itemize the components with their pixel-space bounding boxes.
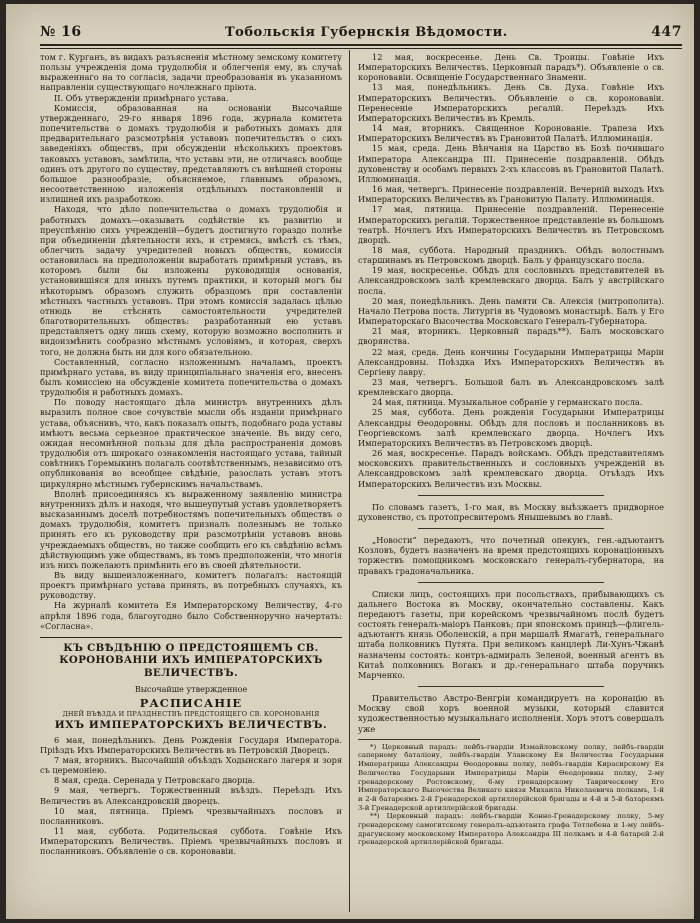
schedule-entry: 7 мая, вторникъ. Высочайшій объѣздъ Ходынскаго лагеря и зоря съ церемоніею. bbox=[40, 754, 342, 776]
column-divider bbox=[349, 50, 350, 912]
schedule-entry: 12 мая, воскресенье. День Св. Троицы. Говѣніе Ихъ Императорскихъ Величествъ. Церковный парадъ*). Объявленіе о св. короновавіи. Освященіе Государственнаго Знамени. bbox=[358, 52, 664, 83]
schedule-entry: 23 мая, четвергъ. Большой балъ въ Александровскомъ залѣ кремлевскаго дворца. bbox=[358, 377, 664, 398]
news-item: Списки лицъ, состоящихъ при посольствахъ, прибывающихъ съ дальнего Востока въ Москву, окончательно составлены. Какъ передаютъ газеты, при корейскомъ чрезвычайномъ послѣ будетъ состоять генералъ-маіоръ Панковъ; при японскомъ принцѣ—флигель-адъютантъ князь Оболенскій, а при маршалѣ Ямагатѣ, генеральнаго штаба полковникъ Путята. При великомъ канцлерѣ Ли-Хунъ-Чжанѣ назначены состоять: контръ-адмиралъ Зеленой, военный агентъ въ Китаѣ полковникъ Вогакъ и др.-генеральнаго штаба поручикъ Марченко. bbox=[358, 588, 664, 680]
footnote-rule bbox=[358, 739, 480, 740]
schedule-entry: 18 мая, суббота. Народный праздникъ. Обѣдъ волостнымъ старшинамъ въ Петровскомъ дворцѣ. Балъ у французскаго посла. bbox=[358, 244, 664, 266]
schedule-entry: 10 мая, пятница. Пріемъ чрезвычайныхъ пословъ и посланниковъ. bbox=[40, 805, 342, 826]
left-column bbox=[40, 52, 342, 912]
newspaper-page bbox=[6, 4, 694, 919]
schedule-entry: 9 мая, четвергъ. Торжественный въѣздъ. Переѣздъ Ихъ Величествъ въ Александровскій дворецъ. bbox=[40, 785, 342, 806]
paragraph: том г. Курганъ, въ видахъ разъясненія мѣстному земскому комитету пользы учрежденія дома трудолюбія и облегченія ему, въ случаѣ выраженнаго на то согласія, задачи преобразованія въ указанномъ направленіи существующаго ночлежнаго пріюта. bbox=[40, 52, 342, 93]
schedule-entry: 16 мая, четвергъ. Принесеніе поздравленій. Вечерній выходъ Ихъ Императорскихъ Величествъ въ Грановитую Палату. Иллюминація. bbox=[358, 184, 664, 205]
schedule-subtitle-2: ИХЪ ИМПЕРАТОРСКИХЪ ВЕЛИЧЕСТВЪ. bbox=[54, 718, 328, 731]
section-title: КЪ СВѢДѢНІЮ О ПРЕДСТОЯЩЕМЪ СВ. КОРОНОВАНІИ ИХЪ ИМПЕРАТОРСКИХЪ ВЕЛИЧЕСТВЪ. bbox=[40, 637, 342, 682]
approved-label: Высочайше утвержденное bbox=[134, 685, 248, 695]
separator-rule bbox=[418, 528, 604, 529]
paragraph: Составленный, согласно изложеннымъ началамъ, проектъ примѣрнаго устава, въ виду принципіальнаго значенія его, внесенъ былъ комиссіею на обсужденіе комитета попечительства о домахъ трудолюбія и работныхъ домахъ. bbox=[40, 356, 342, 398]
schedule-entry: 17 мая, пятница. Принесеніе поздравленій. Перенесеніе Императорскихъ регалій. Торжественное представленіе въ большомъ театрѣ. Ночлегъ Ихъ Императорскихъ Величествъ въ Петровскомъ дворцѣ. bbox=[358, 204, 664, 245]
schedule-entry: 15 мая, среда. День Вѣнчанія на Царство въ Бозѣ почившаго Императора Александра III. Принесеніе поздравленій. Обѣдъ духовенству и особамъ первыхъ 2-хъ классовъ въ Грановитой Палатѣ. Иллюминація. bbox=[358, 143, 664, 184]
schedule-entry: 11 мая, суббота. Родительская суббота. Говѣніе Ихъ Императорскихъ Величествъ. Пріемъ чрезвычайныхъ пословъ и посланниковъ. Объявленіе о св. короновавіи. bbox=[40, 825, 342, 857]
news-item: „Новости“ передаютъ, что почетный опекунъ, ген.-адъютантъ Козловъ, будетъ назначенъ на время предстоящихъ коронаціонныхъ торжествъ помощникомъ московскаго генералъ-губернатора, на правахъ градоначальника. bbox=[358, 535, 664, 576]
schedule-entry: 8 мая, среда. Серенада у Петровскаго дворца. bbox=[54, 775, 255, 786]
separator-rule bbox=[418, 495, 604, 496]
schedule-entry: 24 мая, пятница. Музыкальное собраніе у германскаго посла. bbox=[372, 397, 643, 408]
schedule-entry: 19 мая, воскресенье. Обѣдъ для сословныхъ представителей въ Александровскомъ залѣ кремлевскаго дворца. Балъ у австрійскаго посла. bbox=[358, 265, 664, 296]
footnote: **) Церковный парадъ: лейбъ-гвардіи Конно-Гренадерскому полку, 5-му гренадерскому самогитскому генералъ-адъютанта графа Тотлебена и 1-му лейбъ-драгунскому московскому Императора Александра III полкамъ и 4-й батарей 2-й гренадерской артиллерійской бригады. bbox=[358, 812, 664, 847]
footnote: *) Церковный парадъ: лейбъ-гвардіи Измайловскому полку, лейбъ-гвардіи саперному баталіону, лейбъ-гвардіи Уланскому Ея Величества Государыни Императрицы Александры Ѳеодоровны полку, лейбъ-гвардіи Кирасирскому Ея Величества Государыни Императрицы Маріи Ѳеодоровны полку, 2-му гренадерскому Ростовскому, 6-му гренадерскому Таврическому Его Императорскаго Высочества Великаго князя Михаила Николаевича полкамъ, 1-й и 2-й батареямъ 2-й Гренадерской артиллерійской бригады и 4-й и 5-й батареямъ 3-й Гренадерской артиллерійской бригады. bbox=[358, 742, 664, 812]
schedule-entry: 22 мая, среда. День кончины Государыни Императрицы Маріи Александровны. Поѣздка Ихъ Императорскихъ Величествъ въ Сергіеву лавру. bbox=[358, 346, 664, 377]
schedule-title: РАСПИСАНІЕ bbox=[139, 695, 243, 710]
separator-rule bbox=[418, 686, 604, 687]
page-number: 447 bbox=[651, 24, 682, 40]
news-item: Правительство Австро-Венгріи командируетъ на коронацію въ Москву свой хоръ военной музыки, который славится художественностью музыкальнаго исполненія. Хоръ этотъ совершалъ уже bbox=[358, 693, 664, 734]
schedule-entry: 20 мая, понедѣльникъ. День памяти Св. Алексія (митрополита). Начало Петрова поста. Литургія въ Чудовомъ монастырѣ. Балъ у Его Императорскаго Высочества Московскаго Генералъ-Губернатора. bbox=[358, 295, 664, 327]
paragraph: II. Объ утвержденіи примѣрнаго устава. bbox=[54, 92, 229, 103]
paragraph: Въ виду вышеизложеннаго, комитетъ полагалъ: настоящій проектъ примѣрнаго устава принять, въ потребныхъ случаяхъ, къ руководству. bbox=[40, 569, 342, 601]
schedule-entry: 6 мая, понедѣльникъ. День Рожденія Государя Императора. Пріѣздъ Ихъ Императорскихъ Величествъ въ Петровскій Дворецъ. bbox=[40, 734, 342, 755]
header-rule bbox=[40, 44, 682, 49]
paragraph: По поводу настоящаго дѣла министръ внутреннихъ дѣлъ выразилъ полное свое сочувствіе мысли объ изданіи примѣрнаго устава, объяснивъ, что, какъ показалъ опытъ, подобнаго рода уставы имѣютъ весьма серьезное практическое значеніе. Въ виду сего, ожидая несомнѣнной пользы для дѣла распространенія домовъ трудолюбія отъ широкаго ознакомленія настоящаго устава, тайный совѣтникъ Горемыкинъ полагалъ соотвѣтственнымъ, независимо отъ опубликованія во всеобщее свѣдѣніе, разослать уставъ этотъ циркулярно мѣстнымъ губернскимъ начальствамъ. bbox=[40, 397, 342, 489]
news-item: По словамъ газетъ, 1-го мая, въ Москву выѣзжаетъ придворное духовенство, съ протопресвитеромъ Янышевымъ во главѣ. bbox=[358, 501, 664, 522]
paragraph: Находя, что дѣло попечительства о домахъ трудолюбія и работныхъ домахъ—оказывать содѣйствіе къ развитію и преуспѣянію сихъ учрежденій—будетъ достигнуто гораздо полнѣе при объединеніи дѣятельности ихъ, и стремясь, вмѣстѣ съ тѣмъ, облегчить задачу учредителей новыхъ обществъ, комиссія остановилась на предположеніи выработать примѣрный уставъ, въ которомъ были бы изложены руководящія основанія, установившіяся для иныхъ путемъ практики, и который могъ бы нѣкоторымъ образомъ служить образцомъ при составленіи мѣстныхъ частныхъ уставовъ. При этомъ комиссія задалась цѣлью отнюдь не стѣснять самостоятельности учредителей благотворительныхъ обществъ: разработанный ею уставъ представляетъ одну лишь схему, которую возможно восполнить и видоизмѣнить сообразно мѣстнымъ условіямъ, и которая, сверхъ того, не должна быть ни для кого обязательною. bbox=[40, 204, 342, 357]
newspaper-title: Тобольскія Губернскія Вѣдомости. bbox=[225, 25, 508, 40]
schedule-entry: 26 мая, воскресенье. Парадъ войскамъ. Обѣдъ представителямъ московскихъ правительственныхъ и сословныхъ учрежденій въ Александровскомъ залѣ кремлевскаго дворца. Отъѣздъ Ихъ Императорскихъ Величествъ изъ Москвы. bbox=[358, 448, 664, 489]
schedule-entry: 14 мая, вторникъ. Священное Коронованіе. Трапеза Ихъ Императорскихъ Величествъ въ Грановитой Палатѣ. Иллюминація. bbox=[358, 123, 664, 144]
right-column bbox=[358, 52, 664, 912]
schedule-entry: 21 мая, вторникъ. Церковный парадъ**). Балъ московскаго дворянства. bbox=[358, 326, 664, 347]
separator-rule bbox=[418, 582, 604, 583]
page-header bbox=[40, 18, 682, 40]
paragraph: Вполнѣ присоединяясь къ выраженному заявленію министра внутреннихъ дѣлъ и находя, что вышеупутый уставъ удовлетворяетъ высказаннымъ доселѣ потребностямъ попечительныхъ обществъ о домахъ трудолюбія, комитетъ призналъ полезнымъ не только принять его къ руководству при разсмотрѣніи уставовъ вновь учреждаемыхъ обществъ, но также сообщить его къ свѣдѣнію всѣмъ дѣйствующимъ уже обществамъ, въ томъ предположеніи, что многія изъ нихъ пожелаютъ примѣнить его въ своей дѣятельности. bbox=[40, 488, 342, 570]
paragraph: Комиссія, образованная на основаніи Высочайше утвержденнаго, 29-го января 1896 года, журнала комитета попечительства о домахъ трудолюбія и работныхъ домахъ для предварительнаго разсмотрѣнія уставовъ попечительствъ о сихъ заведеніяхъ обществъ, при обсужденіи нѣсколькихъ проектовъ таковыхъ уставовъ, замѣтила, что уставы эти, не отличаясь вообще одинъ отъ другого по существу, представляютъ съ внѣшней стороны большое разнообразіе, объясняемое, главнымъ образомъ, несоответственною изложенія отдѣльныхъ постановленій и излишней ихъ разработкою. bbox=[40, 102, 342, 205]
schedule-subtitle: ДНЕЙ ВЪѢЗДА И ПРАЗДНЕСТВЪ ПРЕДСТОЯЩЕГО СВ. КОРОНОВАНІЯ bbox=[62, 709, 320, 718]
schedule-entry: 25 мая, суббота. День рожденія Государыни Императрицы Александры Ѳеодоровны. Обѣдъ для пословъ и посланниковъ въ Георгіевскомъ залѣ кремлевскаго дворца. Ночлегъ Ихъ Императорскихъ Величествъ въ Петровскомъ дворцѣ. bbox=[358, 407, 664, 448]
paragraph: На журналѣ комитета Ея Императорскому Величеству, 4-го апрѣля 1896 года, благоугодно было Собственноручно начертать: «Согласна». bbox=[40, 600, 342, 631]
schedule-entry: 13 мая, понедѣльникъ. День Св. Духа. Говѣніе Ихъ Императорскихъ Величествъ. Объявленіе о св. короновавіи. Перенесеніе Императорскихъ регалій. Переѣздъ Ихъ Императорскихъ Величествъ въ Кремль. bbox=[358, 82, 664, 123]
issue-number: № 16 bbox=[40, 24, 82, 40]
